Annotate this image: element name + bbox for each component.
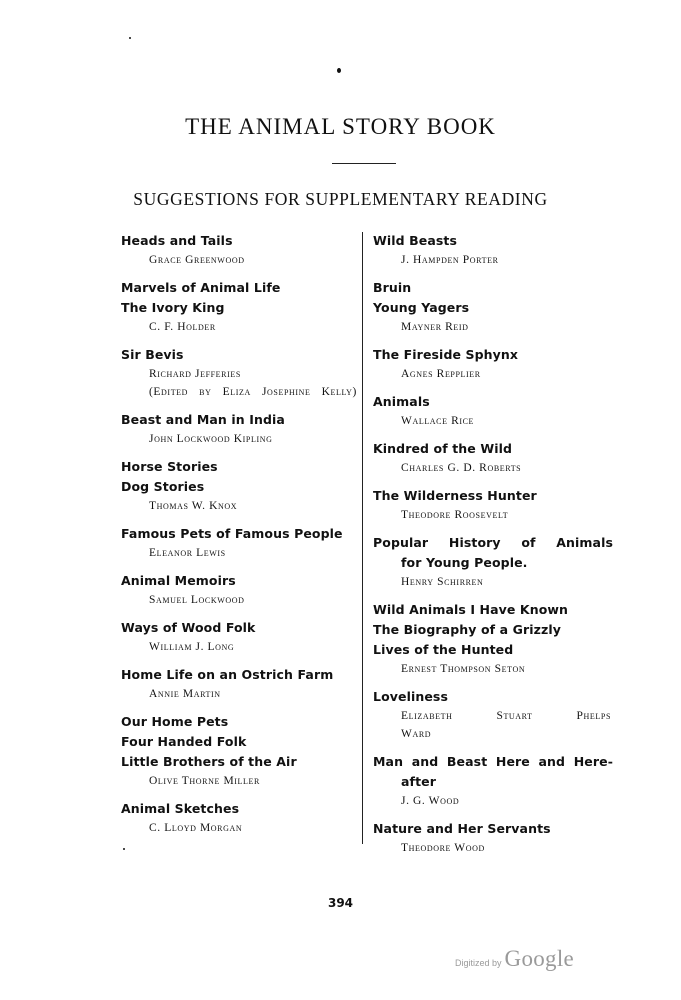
book-title-continued: after [401, 774, 436, 789]
book-title: Heads and Tails [121, 233, 233, 248]
book-title: Lives of the Hunted [373, 642, 514, 657]
reading-entry [121, 278, 357, 298]
print-speck [129, 37, 131, 39]
book-author: William J. Long [149, 641, 235, 653]
print-speck [337, 68, 341, 73]
book-title: Ways of Wood Folk [121, 620, 256, 635]
book-title: Animals [373, 394, 430, 409]
watermark-prefix: Digitized by [455, 958, 502, 968]
book-title: Beast and Man in India [121, 412, 285, 427]
book-title: Bruin [373, 280, 412, 295]
reading-entry [121, 665, 357, 703]
reading-entry [373, 298, 613, 336]
reading-entry [373, 392, 613, 430]
book-author [373, 707, 611, 743]
book-author: Ernest Thompson Seton [401, 663, 526, 675]
reading-entry [121, 345, 357, 401]
book-title: Four Handed Folk [121, 734, 247, 749]
book-title: Our Home Pets [121, 714, 229, 729]
reading-entry [121, 712, 357, 790]
reading-entry [121, 298, 357, 336]
reading-entry [373, 278, 613, 298]
book-title: The Fireside Sphynx [373, 347, 519, 362]
book-author: J. G. Wood [401, 795, 460, 807]
reading-entry [373, 439, 613, 477]
section-subtitle: SUGGESTIONS FOR SUPPLEMENTARY READING [133, 189, 548, 209]
reading-entry [121, 799, 357, 837]
book-author: Grace Greenwood [149, 254, 245, 266]
book-author: Thomas W. Knox [149, 500, 238, 512]
book-title: Famous Pets of Famous People [121, 526, 343, 541]
book-title: Home Life on an Ostrich Farm [121, 667, 334, 682]
page-number: 394 [327, 896, 354, 910]
reading-entry [373, 486, 613, 524]
reading-entry [121, 477, 357, 515]
book-author: Richard Jefferies [149, 368, 241, 380]
reading-entry [373, 752, 613, 810]
book-author: C. Lloyd Morgan [149, 822, 243, 834]
book-title: Young Yagers [373, 300, 470, 315]
book-author: Mayner Reid [401, 321, 469, 333]
book-author: Eleanor Lewis [149, 547, 226, 559]
book-author: Olive Thorne Miller [149, 775, 260, 787]
reading-entry [373, 600, 613, 678]
book-title: Horse Stories [121, 459, 218, 474]
book-title: Loveliness [373, 689, 449, 704]
book-title: Dog Stories [121, 479, 205, 494]
digitized-watermark [455, 946, 595, 976]
book-title: Kindred of the Wild [373, 441, 513, 456]
book-author: Wallace Rice [401, 415, 475, 427]
book-title: Animal Memoirs [121, 573, 236, 588]
reading-entry [121, 524, 357, 562]
book-title: The Ivory King [121, 300, 225, 315]
book-author-note-line: (Edited by Eliza Josephine Kelly) [149, 386, 357, 398]
print-speck [123, 848, 125, 850]
reading-entry [121, 618, 357, 656]
book-title: Animal Sketches [121, 801, 240, 816]
reading-entry [373, 345, 613, 383]
reading-entry [373, 687, 613, 743]
book-author: Charles G. D. Roberts [401, 462, 522, 474]
reading-entry [121, 571, 357, 609]
book-title: Nature and Her Servants [373, 821, 551, 836]
reading-list-right-column [373, 231, 613, 866]
book-title: Marvels of Animal Life [121, 280, 281, 295]
book-author: J. Hampden Porter [401, 254, 499, 266]
book-title: Wild Beasts [373, 233, 458, 248]
book-author: John Lockwood Kipling [149, 433, 273, 445]
book-author: Agnes Repplier [401, 368, 481, 380]
reading-entry [121, 410, 357, 448]
book-author-line: Elizabeth Stuart Phelps Ward [401, 710, 611, 740]
book-title: Sir Bevis [121, 347, 184, 362]
book-title: Man and Beast Here and Here- [373, 754, 613, 769]
book-author: Annie Martin [149, 688, 221, 700]
reading-entry [121, 457, 357, 477]
book-author-note [121, 383, 357, 401]
book-author: Henry Schirren [401, 576, 484, 588]
book-title: The Wilderness Hunter [373, 488, 537, 503]
book-title: Popular History of Animals [373, 535, 613, 550]
book-author: Samuel Lockwood [149, 594, 245, 606]
reading-entry [373, 231, 613, 269]
book-title: Little Brothers of the Air [121, 754, 297, 769]
google-logo: Google [504, 946, 575, 971]
column-divider [362, 232, 363, 844]
book-title: The Biography of a Grizzly [373, 622, 562, 637]
book-author: C. F. Holder [149, 321, 216, 333]
reading-entry [121, 231, 357, 269]
book-author: Theodore Wood [401, 842, 485, 854]
reading-entry [373, 819, 613, 857]
book-title: Wild Animals I Have Known [373, 602, 569, 617]
book-title-continued: for Young People. [401, 555, 528, 570]
title-rule [332, 163, 396, 164]
reading-list-left-column [121, 231, 357, 846]
reading-entry [373, 533, 613, 591]
book-author: Theodore Roosevelt [401, 509, 509, 521]
page-title: THE ANIMAL STORY BOOK [185, 114, 496, 139]
